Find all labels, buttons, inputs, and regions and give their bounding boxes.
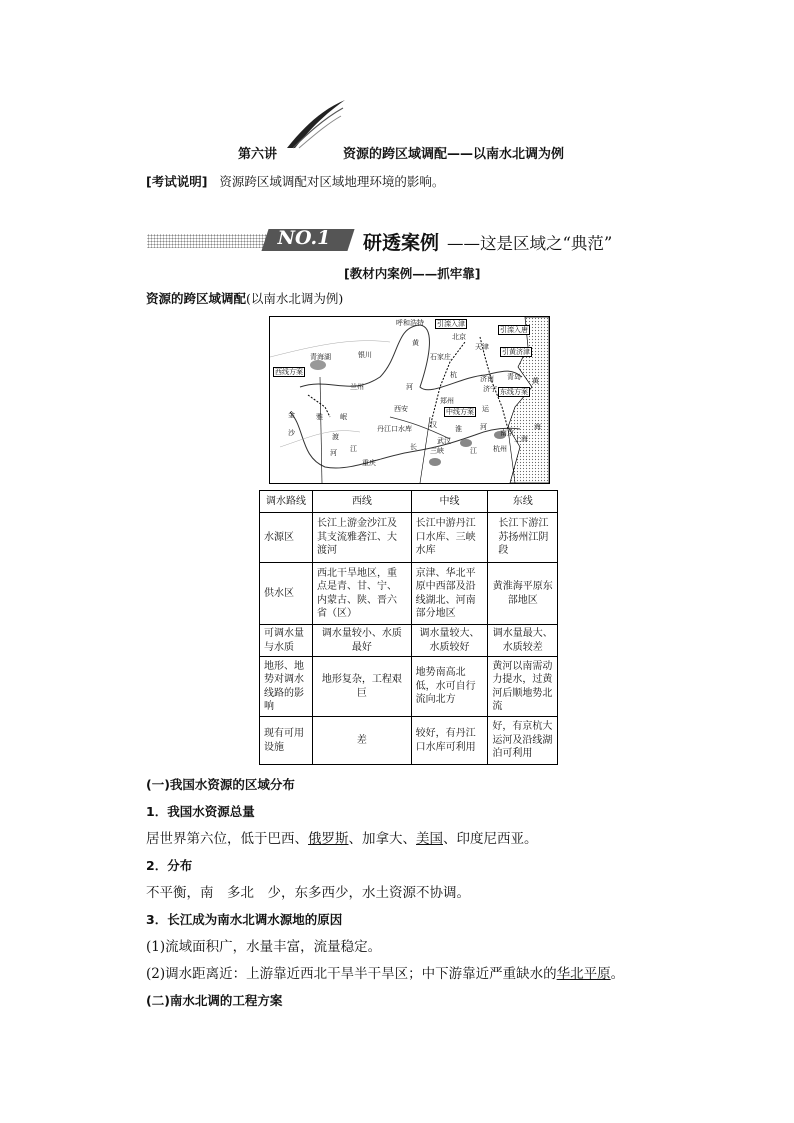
map-label-middle-plan: 中线方案 [446,408,474,416]
exam-note-text: 资源跨区域调配对区域地理环境的影响。 [219,174,445,189]
table-cell: 调水量较大、水质较好 [411,625,488,657]
map-label-changjiang: 长 [410,443,417,451]
map-label-yinhuang-jin: 引黄济津 [502,348,530,356]
table-cell: 调水量最大、水质较差 [488,625,558,657]
map-label-nanjing: 南京 [500,429,514,437]
table-cell: 长江下游江苏扬州江阴段 [488,513,558,563]
map-label-yinluan-tang: 引滦入唐 [500,326,528,334]
table-row [260,513,558,563]
map-label-east-sea: 海 [534,423,541,431]
paragraph-water-total: 居世界第六位，低于巴西、俄罗斯、加拿大、美国、印度尼西亚。 [146,831,538,847]
table-cell: 西北干旱地区，重点是青、甘、宁、内蒙古、陕、晋六省（区） [313,563,412,625]
map-label-yellow-sea: 黄 [532,377,539,385]
underlined-term: 华北平原 [556,966,611,982]
map-label-xian: 西安 [394,405,408,413]
map-label-chongqing: 重庆 [362,459,376,467]
map-label-wuhan: 武汉 [437,437,451,445]
banner-dots [147,234,267,248]
map-label-lanzhou: 兰州 [350,383,364,391]
map-label-jining: 济宁 [483,385,497,393]
table-cell: 较好，有丹江口水库可利用 [411,717,488,765]
table-cell: 好，有京杭大运河及沿线湖泊可利用 [488,717,558,765]
table-cell: 黄淮海平原东部地区 [488,563,558,625]
table-header: 东线 [488,491,558,513]
table-header-row [260,491,558,513]
table-cell: 长江中游丹江口水库、三峡水库 [411,513,488,563]
map-label-jiang-r: 江 [470,447,477,455]
map-label-huai: 淮 [455,425,462,433]
row-label: 地形、地势对调水线路的影响 [260,657,313,717]
table-header: 西线 [313,491,412,513]
map-label-lan: 岷 [340,413,347,421]
table-row [260,717,558,765]
map-label-zhengzhou: 郑州 [440,397,454,405]
map-label-yinchuan: 银川 [358,351,372,359]
map-label-yinluan-jin: 引滦入津 [437,320,465,328]
map-label-qingdao: 青岛 [507,373,521,381]
map-label-hohhot: 呼和浩特 [396,319,424,327]
row-label: 供水区 [260,563,313,625]
table-row [260,625,558,657]
underlined-term: 俄罗斯 [308,831,349,847]
map-label-jinsha: 金 [288,411,295,419]
map-label-he3: 河 [330,449,337,457]
banner-title: 研透案例 [363,232,440,254]
banner-subtitle: ——这是区域之“典范” [447,234,613,253]
map-label-he: 河 [406,383,413,391]
map-label-tianjin: 天津 [475,343,489,351]
table-cell: 调水量较小、水质最好 [313,625,412,657]
table-header: 调水路线 [260,491,313,513]
map-label-west-plan: 西线方案 [275,368,303,376]
table-header: 中线 [411,491,488,513]
map-label-jinan: 济南 [480,375,494,383]
row-label: 可调水量与水质 [260,625,313,657]
map-label-sanxia: 三峡 [430,447,444,455]
map-label-huang: 黄 [412,339,419,347]
map-label-sha: 沙 [288,429,295,437]
map-label-east-plan: 东线方案 [500,388,528,396]
heading-water-total: 1．我国水资源总量 [146,804,255,819]
map-label-shijiazhuang: 石家庄 [430,353,451,361]
map-label-hangzhou: 杭州 [493,445,507,453]
paragraph-reason-1: (1)流域面积广，水量丰富，流量稳定。 [146,939,382,955]
sub-heading: [教材内案例——抓牢靠] [344,266,481,281]
map-lines [270,317,549,483]
title-swoosh-decoration [285,98,347,150]
paragraph-distribution: 不平衡，南 多北 少，东多西少，水土资源不协调。 [146,885,470,901]
lecture-heading: 资源的跨区域调配——以南水北调为例 [343,147,565,162]
heading-engineering-plan: (二)南水北调的工程方案 [146,993,283,1008]
section-banner [147,226,647,254]
heading-distribution: 2．分布 [146,858,193,873]
map-label-he2: 河 [480,423,487,431]
map-label-qinghai-lake: 青海湖 [310,353,331,361]
table-cell: 长江上游金沙江及其支流雅砻江、大渡河 [313,513,412,563]
section-heading [146,289,343,307]
map-label-jiang-l: 江 [350,445,357,453]
table-cell: 地形复杂，工程艰巨 [313,657,412,717]
section-heading-paren: (以南水北调为例) [246,291,344,306]
map-label-yunhe: 运 [482,405,489,413]
exam-note [146,172,444,190]
map-label-ya: 雅 [316,413,323,421]
exam-note-label: [考试说明] [146,174,208,189]
table-cell: 黄河以南需动力提水，过黄河后顺地势北流 [488,657,558,717]
table-row [260,657,558,717]
map-label-shanghai: 上海 [514,435,528,443]
lecture-number: 第六讲 [238,147,278,162]
row-label: 现有可用设施 [260,717,313,765]
map-label-danjiangkou: 丹江口水库 [377,425,412,433]
table-cell: 地势南高北低，水可自行流向北方 [411,657,488,717]
heading-yangtze-reason: 3．长江成为南水北调水源地的原因 [146,912,343,927]
water-diversion-map [269,316,550,484]
map-label-du: 渡 [332,433,339,441]
no1-badge: NO.1 [261,229,354,251]
map-label-han: 汉 [430,421,437,429]
table-cell: 差 [313,717,412,765]
row-label: 水源区 [260,513,313,563]
table-cell: 京津、华北平原中西部及沿线湖北、河南部分地区 [411,563,488,625]
map-label-beijing: 北京 [452,333,466,341]
map-label-hang: 杭 [450,371,457,379]
table-row [260,563,558,625]
paragraph-reason-2: (2)调水距离近：上游靠近西北干旱半干旱区；中下游靠近严重缺水的华北平原。 [146,966,625,982]
underlined-term: 美国 [416,831,443,847]
diversion-route-table [259,490,558,765]
heading-water-distribution: (一)我国水资源的区域分布 [146,777,295,792]
section-heading-main: 资源的跨区域调配 [146,291,247,306]
